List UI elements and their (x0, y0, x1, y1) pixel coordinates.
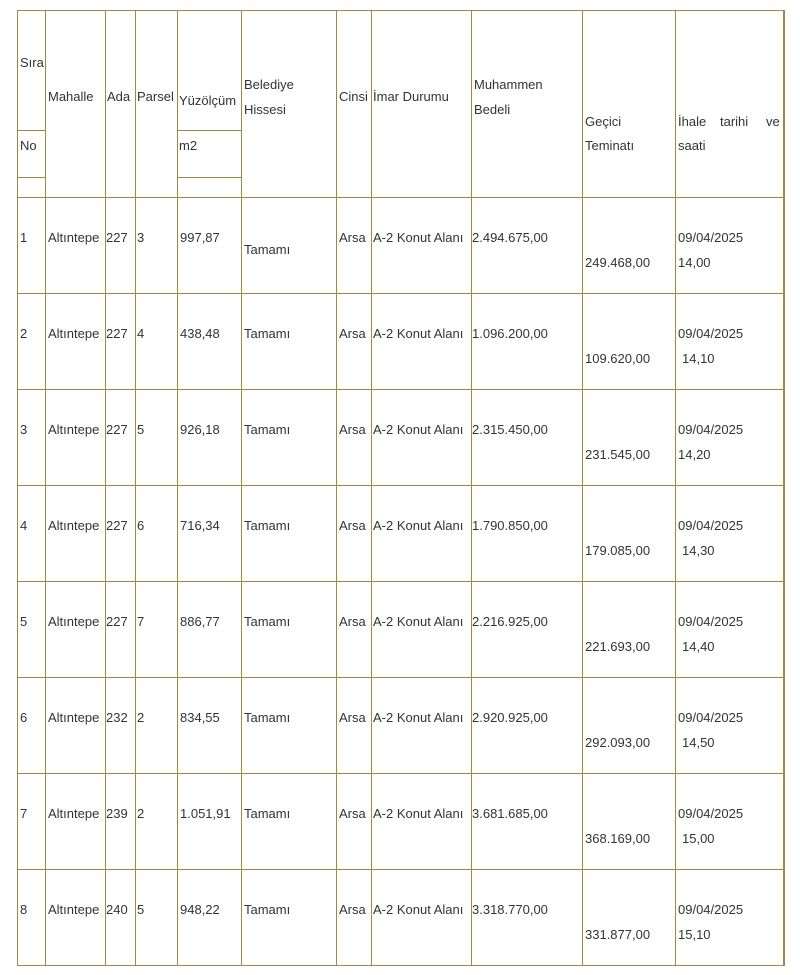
row-mahalle: Altıntepe (48, 518, 100, 533)
row-imar: A-2 Konut Alanı (373, 710, 464, 725)
row-cinsi: Arsa (339, 230, 366, 245)
row-imar: A-2 Konut Alanı (373, 422, 464, 437)
row-teminat: 292.093,00 (585, 735, 651, 750)
header-teminati: Teminatı (585, 138, 635, 153)
row-yuzolcum: 926,18 (180, 422, 220, 437)
row-saat: 14,00 (678, 255, 711, 270)
row-ada: 239 (106, 806, 128, 821)
header-sira: Sıra (20, 55, 44, 70)
header-cell (675, 10, 785, 198)
row-yuzolcum: 438,48 (180, 326, 220, 341)
row-yuzolcum: 948,22 (180, 902, 220, 917)
row-bedel: 2.216.925,00 (472, 614, 548, 629)
row-saat: 14,40 (682, 639, 715, 654)
row-hisse: Tamamı (244, 614, 291, 629)
row-parsel: 3 (137, 230, 145, 245)
row-cinsi: Arsa (339, 806, 366, 821)
row-mahalle: Altıntepe (48, 326, 100, 341)
header-muhammen: Muhammen (474, 77, 543, 92)
row-no: 4 (20, 518, 28, 533)
table-cell (582, 581, 676, 678)
row-saat: 15,10 (678, 927, 711, 942)
row-no: 1 (20, 230, 28, 245)
row-hisse: Tamamı (244, 242, 291, 257)
header-bedeli: Bedeli (474, 102, 511, 117)
header-saati: saati (678, 138, 706, 153)
row-mahalle: Altıntepe (48, 902, 100, 917)
row-yuzolcum: 1.051,91 (180, 806, 231, 821)
row-cinsi: Arsa (339, 422, 366, 437)
row-parsel: 2 (137, 806, 145, 821)
table-cell (582, 677, 676, 774)
row-yuzolcum: 886,77 (180, 614, 220, 629)
header-ada: Ada (107, 89, 131, 104)
row-mahalle: Altıntepe (48, 614, 100, 629)
row-parsel: 6 (137, 518, 145, 533)
row-ada: 227 (106, 614, 128, 629)
row-teminat: 109.620,00 (585, 351, 651, 366)
row-tarih: 09/04/2025 (678, 710, 744, 725)
header-cell-yuzolcum (177, 10, 242, 131)
row-yuzolcum: 834,55 (180, 710, 220, 725)
row-bedel: 3.681.685,00 (472, 806, 548, 821)
row-cinsi: Arsa (339, 614, 366, 629)
table-cell (582, 197, 676, 294)
row-no: 5 (20, 614, 28, 629)
header-cell (582, 10, 676, 198)
row-ada: 227 (106, 230, 128, 245)
row-tarih: 09/04/2025 (678, 614, 744, 629)
row-yuzolcum: 716,34 (180, 518, 220, 533)
row-saat: 14,10 (682, 351, 715, 366)
row-bedel: 1.790.850,00 (472, 518, 548, 533)
row-tarih: 09/04/2025 (678, 518, 744, 533)
row-teminat: 331.877,00 (585, 927, 651, 942)
row-parsel: 5 (137, 902, 145, 917)
header-m2: m2 (179, 138, 198, 153)
header-hissesi: Hissesi (244, 102, 286, 117)
row-parsel: 7 (137, 614, 145, 629)
row-saat: 15,00 (682, 831, 715, 846)
table-cell (582, 773, 676, 870)
header-imar: İmar Durumu (373, 89, 449, 104)
header-parsel: Parsel (137, 89, 174, 104)
row-yuzolcum: 997,87 (180, 230, 220, 245)
table-cell (582, 389, 676, 486)
row-teminat: 179.085,00 (585, 543, 651, 558)
header-cell-blank (17, 177, 46, 198)
header-ve: ve (766, 114, 780, 129)
header-yuzolcum: Yüzölçüm (179, 93, 237, 108)
row-tarih: 09/04/2025 (678, 806, 744, 821)
header-no: No (20, 138, 37, 153)
row-saat: 14,50 (682, 735, 715, 750)
row-cinsi: Arsa (339, 902, 366, 917)
row-cinsi: Arsa (339, 710, 366, 725)
row-cinsi: Arsa (339, 518, 366, 533)
header-tarihi: tarihi (720, 114, 749, 129)
row-tarih: 09/04/2025 (678, 326, 744, 341)
row-no: 3 (20, 422, 28, 437)
row-hisse: Tamamı (244, 518, 291, 533)
row-no: 2 (20, 326, 28, 341)
row-hisse: Tamamı (244, 422, 291, 437)
row-imar: A-2 Konut Alanı (373, 614, 464, 629)
header-ihale: İhale (678, 114, 707, 129)
row-parsel: 5 (137, 422, 145, 437)
row-mahalle: Altıntepe (48, 806, 100, 821)
row-parsel: 4 (137, 326, 145, 341)
row-ada: 227 (106, 518, 128, 533)
row-ada: 227 (106, 422, 128, 437)
row-parsel: 2 (137, 710, 145, 725)
row-imar: A-2 Konut Alanı (373, 806, 464, 821)
header-mahalle: Mahalle (48, 89, 94, 104)
row-bedel: 1.096.200,00 (472, 326, 548, 341)
row-tarih: 09/04/2025 (678, 902, 744, 917)
row-mahalle: Altıntepe (48, 710, 100, 725)
row-teminat: 221.693,00 (585, 639, 651, 654)
row-cinsi: Arsa (339, 326, 366, 341)
row-bedel: 2.920.925,00 (472, 710, 548, 725)
row-no: 8 (20, 902, 28, 917)
row-imar: A-2 Konut Alanı (373, 902, 464, 917)
header-gecici: Geçici (585, 114, 622, 129)
header-cinsi: Cinsi (339, 89, 368, 104)
row-mahalle: Altıntepe (48, 422, 100, 437)
row-bedel: 3.318.770,00 (472, 902, 548, 917)
row-tarih: 09/04/2025 (678, 422, 744, 437)
header-belediye: Belediye (244, 77, 294, 92)
row-saat: 14,30 (682, 543, 715, 558)
row-no: 6 (20, 710, 28, 725)
row-hisse: Tamamı (244, 806, 291, 821)
table-cell (582, 869, 676, 966)
row-hisse: Tamamı (244, 710, 291, 725)
row-teminat: 249.468,00 (585, 255, 651, 270)
table-cell (582, 293, 676, 390)
row-imar: A-2 Konut Alanı (373, 230, 464, 245)
row-teminat: 231.545,00 (585, 447, 651, 462)
row-imar: A-2 Konut Alanı (373, 518, 464, 533)
row-teminat: 368.169,00 (585, 831, 651, 846)
row-mahalle: Altıntepe (48, 230, 100, 245)
row-bedel: 2.315.450,00 (472, 422, 548, 437)
row-ada: 240 (106, 902, 128, 917)
row-ada: 232 (106, 710, 128, 725)
table-cell (582, 485, 676, 582)
row-bedel: 2.494.675,00 (472, 230, 548, 245)
header-cell-blank (177, 177, 242, 198)
row-hisse: Tamamı (244, 902, 291, 917)
row-ada: 227 (106, 326, 128, 341)
row-hisse: Tamamı (244, 326, 291, 341)
row-saat: 14,20 (678, 447, 711, 462)
row-no: 7 (20, 806, 28, 821)
row-imar: A-2 Konut Alanı (373, 326, 464, 341)
row-tarih: 09/04/2025 (678, 230, 744, 245)
